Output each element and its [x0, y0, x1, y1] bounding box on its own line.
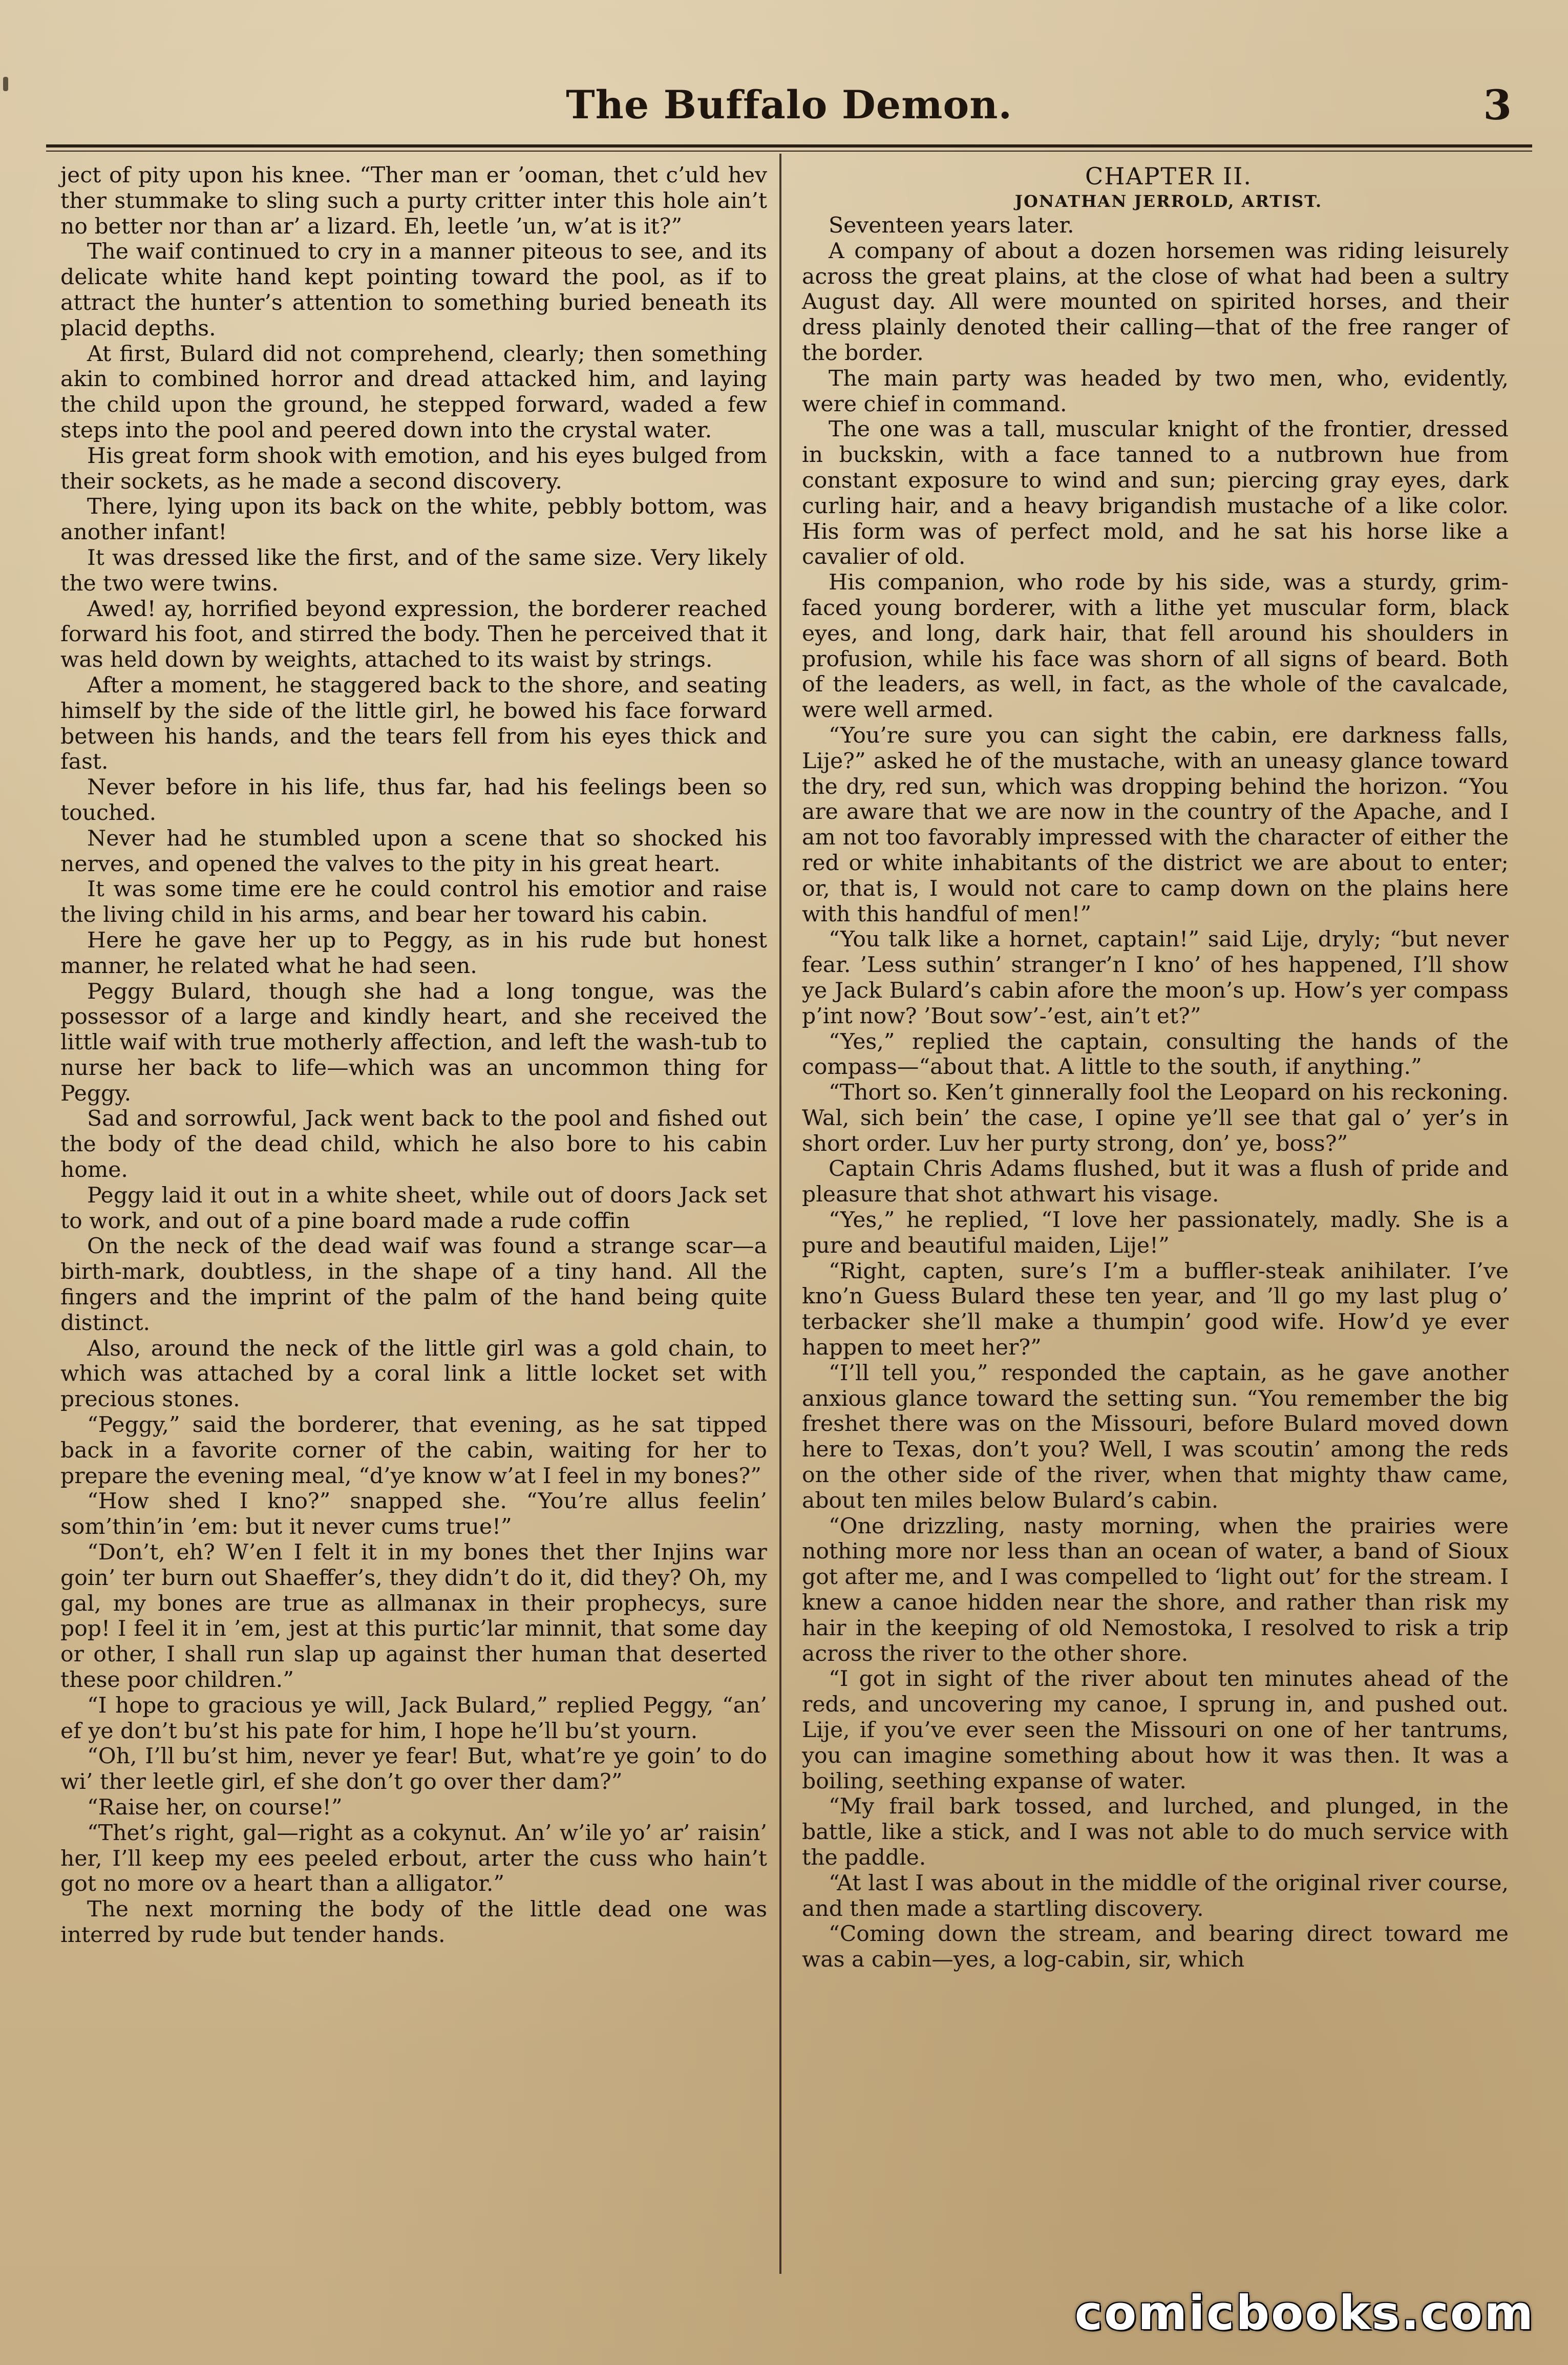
chapter-title: CHAPTER II.	[1085, 162, 1252, 190]
paragraph: “Raise her, on course!”	[87, 1795, 343, 1820]
paragraph: “I hope to gracious ye will, Jack Bulard,” replied Peggy, “an’ ef ye don’t bu’st his pate for him, I hope he’ll bu’st yourn.	[60, 1693, 767, 1744]
page-mark	[3, 77, 8, 91]
paragraph: “Right, capten, sure’s I’m a buffler-steak anihilater. I’ve kno’n Guess Bulard these ten year, and ’ll go my last plug o’ terbacker she’ll make a thumpin’ good wife. How’d ye ever happen to meet her?”	[802, 1258, 1509, 1361]
paragraph: The waif continued to cry in a manner piteous to see, and its delicate white hand kept pointing toward the pool, as if to attract the hunter’s attention to something buried beneath its placid depths.	[60, 239, 767, 341]
right-column	[802, 163, 1509, 1973]
paragraph: Captain Chris Adams flushed, but it was a flush of pride and pleasure that shot athwart his visage.	[802, 1156, 1509, 1208]
watermark: comicbooks.com	[1074, 2286, 1535, 2340]
paragraph: “You talk like a hornet, captain!” said Lije, dryly; “but never fear. ’Less suthin’ stranger’n I kno’ of hes happened, I’ll show ye Jack Bulard’s cabin afore the moon’s up. How’s yer compass p’int now? ’Bout sow’-’est, ain’t et?”	[802, 927, 1509, 1029]
running-title: The Buffalo Demon.	[566, 82, 1012, 128]
paragraph: Awed! ay, horrified beyond expression, the borderer reached forward his foot, and stirred the body. Then he perceived that it was held down by weights, attached to its waist by strings.	[60, 596, 767, 673]
chapter-subtitle: JONATHAN JERROLD, ARTIST.	[1014, 192, 1323, 211]
paragraph: “Yes,” he replied, “I love her passionately, madly. She is a pure and beautiful maiden, Lije!”	[802, 1208, 1509, 1258]
paragraph: “My frail bark tossed, and lurched, and plunged, in the battle, like a stick, and I was not able to do much service with the paddle.	[802, 1794, 1509, 1870]
paragraph: His great form shook with emotion, and his eyes bulged from their sockets, as he made a second discovery.	[60, 443, 767, 494]
paragraph: “I got in sight of the river about ten minutes ahead of the reds, and uncovering my canoe, I sprung in, and pushed out. Lije, if you’ve ever seen the Missouri on one of her tantrums, you can imagine something about how it was then. It was a boiling, seething expanse of water.	[802, 1666, 1509, 1794]
paragraph: The next morning the body of the little dead one was interred by rude but tender hands.	[60, 1897, 767, 1948]
paragraph: “At last I was about in the middle of the original river course, and then made a startling discovery.	[802, 1870, 1509, 1921]
paragraph: “Peggy,” said the borderer, that evening, as he sat tipped back in a favorite corner of the cabin, waiting for her to prepare the evening meal, “d’ye know w’at I feel in my bones?”	[60, 1412, 767, 1489]
paragraph: Seventeen years later.	[829, 213, 1074, 238]
paragraph: It was dressed like the first, and of the same size. Very likely the two were twins.	[60, 545, 767, 596]
paragraph: There, lying upon its back on the white, pebbly bottom, was another infant!	[60, 494, 767, 545]
paragraph: “How shed I kno?” snapped she. “You’re allus feelin’ som’thin’in ’em: but it never cums true!”	[60, 1489, 767, 1540]
paragraph: ject of pity upon his knee. “Ther man er ’ooman, thet c’uld hev ther stummake to sling such a purty critter inter this hole ain’t no better nor than ar’ a lizard. Eh, leetle ’un, w’at is it?”	[60, 163, 767, 239]
paragraph: Never before in his life, thus far, had his feelings been so touched.	[60, 775, 767, 826]
paragraph: “Oh, I’ll bu’st him, never ye fear! But, what’re ye goin’ to do wi’ ther leetle girl, ef she don’t go over ther dam?”	[60, 1744, 767, 1795]
paragraph: At first, Bulard did not comprehend, clearly; then something akin to combined horror and dread attacked him, and laying the child upon the ground, he stepped forward, waded a few steps into the pool and peered down into the crystal water.	[60, 341, 767, 443]
paragraph: It was some time ere he could control his emotior and raise the living child in his arms, and bear her toward his cabin.	[60, 877, 767, 928]
paragraph: “One drizzling, nasty morning, when the prairies were nothing more nor less than an ocean of water, a band of Sioux got after me, and I was compelled to ‘light out’ for the stream. I knew a canoe hidden near the shore, and rather than risk my hair in the keeping of old Nemostoka, I resolved to risk a trip across the river to the other shore.	[802, 1513, 1509, 1666]
paragraph: The one was a tall, muscular knight of the frontier, dressed in buckskin, with a face tanned to a nutbrown hue from constant exposure to wind and sun; piercing gray eyes, dark curling hair, and a heavy brigandish mustache of a like color. His form was of perfect mold, and he sat his horse like a cavalier of old.	[802, 417, 1509, 570]
paragraph: “Don’t, eh? W’en I felt it in my bones thet ther Injins war goin’ ter burn out Shaeffer’s, they didn’t do it, did they? Oh, my gal, my bones are true as allmanax in their prophecys, sure pop! I feel it in ’em, jest at this purtic’lar minnit, that some day or other, I shall run slap up against ther human that deserted these poor children.”	[60, 1540, 767, 1693]
paragraph: “You’re sure you can sight the cabin, ere darkness falls, Lije?” asked he of the mustache, with an uneasy glance toward the dry, red sun, which was dropping behind the horizon. “You are aware that we are now in the country of the Apache, and I am not too favorably impressed with the character of either the red or white inhabitants of the district we are about to enter; or, that is, I would not care to camp down on the plains here with this handful of men!”	[802, 723, 1509, 927]
paragraph: “Thet’s right, gal—right as a cokynut. An’ w’ile yo’ ar’ raisin’ her, I’ll keep my ees peeled erbout, arter the cuss who hain’t got no more ov a heart than a alligator.”	[60, 1820, 767, 1897]
paragraph: Sad and sorrowful, Jack went back to the pool and fished out the body of the dead child, which he also bore to his cabin home.	[60, 1106, 767, 1183]
header-rule	[46, 144, 1532, 152]
column-divider	[779, 154, 781, 2274]
paragraph: The main party was headed by two men, who, evidently, were chief in command.	[802, 366, 1509, 417]
page-header	[46, 77, 1532, 138]
paragraph: Peggy laid it out in a white sheet, while out of doors Jack set to work, and out of a pine board made a rude coffin	[60, 1182, 767, 1234]
paragraph: His companion, who rode by his side, was a sturdy, grim-faced young borderer, with a lithe yet muscular form, black eyes, and long, dark hair, that fell around his shoulders in profusion, while his face was shorn of all signs of beard. Both of the leaders, as well, in fact, as the whole of the cavalcade, were well armed.	[802, 570, 1509, 723]
left-column	[60, 163, 767, 1948]
paragraph: Also, around the neck of the little girl was a gold chain, to which was attached by a coral link a little locket set with precious stones.	[60, 1336, 767, 1412]
paragraph: “Thort so. Ken’t ginnerally fool the Leopard on his reckoning. Wal, sich bein’ the case, I opine ye’ll see that gal o’ yer’s in short order. Luv her purty strong, don’ ye, boss?”	[802, 1080, 1509, 1156]
paragraph: “I’ll tell you,” responded the captain, as he gave another anxious glance toward the setting sun. “You remember the big freshet there was on the Missouri, before Bulard moved down here to Texas, don’t you? Well, I was scoutin’ among the reds on the other side of the river, when that mighty thaw came, about ten miles below Bulard’s cabin.	[802, 1360, 1509, 1513]
paragraph: A company of about a dozen horsemen was riding leisurely across the great plains, at the close of what had been a sultry August day. All were mounted on spirited horses, and their dress plainly denoted their calling—that of the free ranger of the border.	[802, 238, 1509, 366]
paragraph: Peggy Bulard, though she had a long tongue, was the possessor of a large and kindly heart, and she received the little waif with true motherly affection, and left the wash-tub to nurse her back to life—which was an uncommon thing for Peggy.	[60, 979, 767, 1106]
paragraph: Never had he stumbled upon a scene that so shocked his nerves, and opened the valves to the pity in his great heart.	[60, 826, 767, 877]
paragraph: On the neck of the dead waif was found a strange scar—a birth-mark, doubtless, in the shape of a tiny hand. All the fingers and the imprint of the palm of the hand being quite distinct.	[60, 1234, 767, 1336]
paragraph: “Coming down the stream, and bearing direct toward me was a cabin—yes, a log-cabin, sir, which	[802, 1921, 1509, 1973]
paragraph: “Yes,” replied the captain, consulting the hands of the compass—“about that. A little to the south, if anything.”	[802, 1029, 1509, 1080]
paragraph: After a moment, he staggered back to the shore, and seating himself by the side of the little girl, he bowed his face forward between his hands, and the tears fell from his eyes thick and fast.	[60, 672, 767, 775]
paragraph: Here he gave her up to Peggy, as in his rude but honest manner, he related what he had seen.	[60, 927, 767, 979]
page-number: 3	[1483, 81, 1512, 129]
